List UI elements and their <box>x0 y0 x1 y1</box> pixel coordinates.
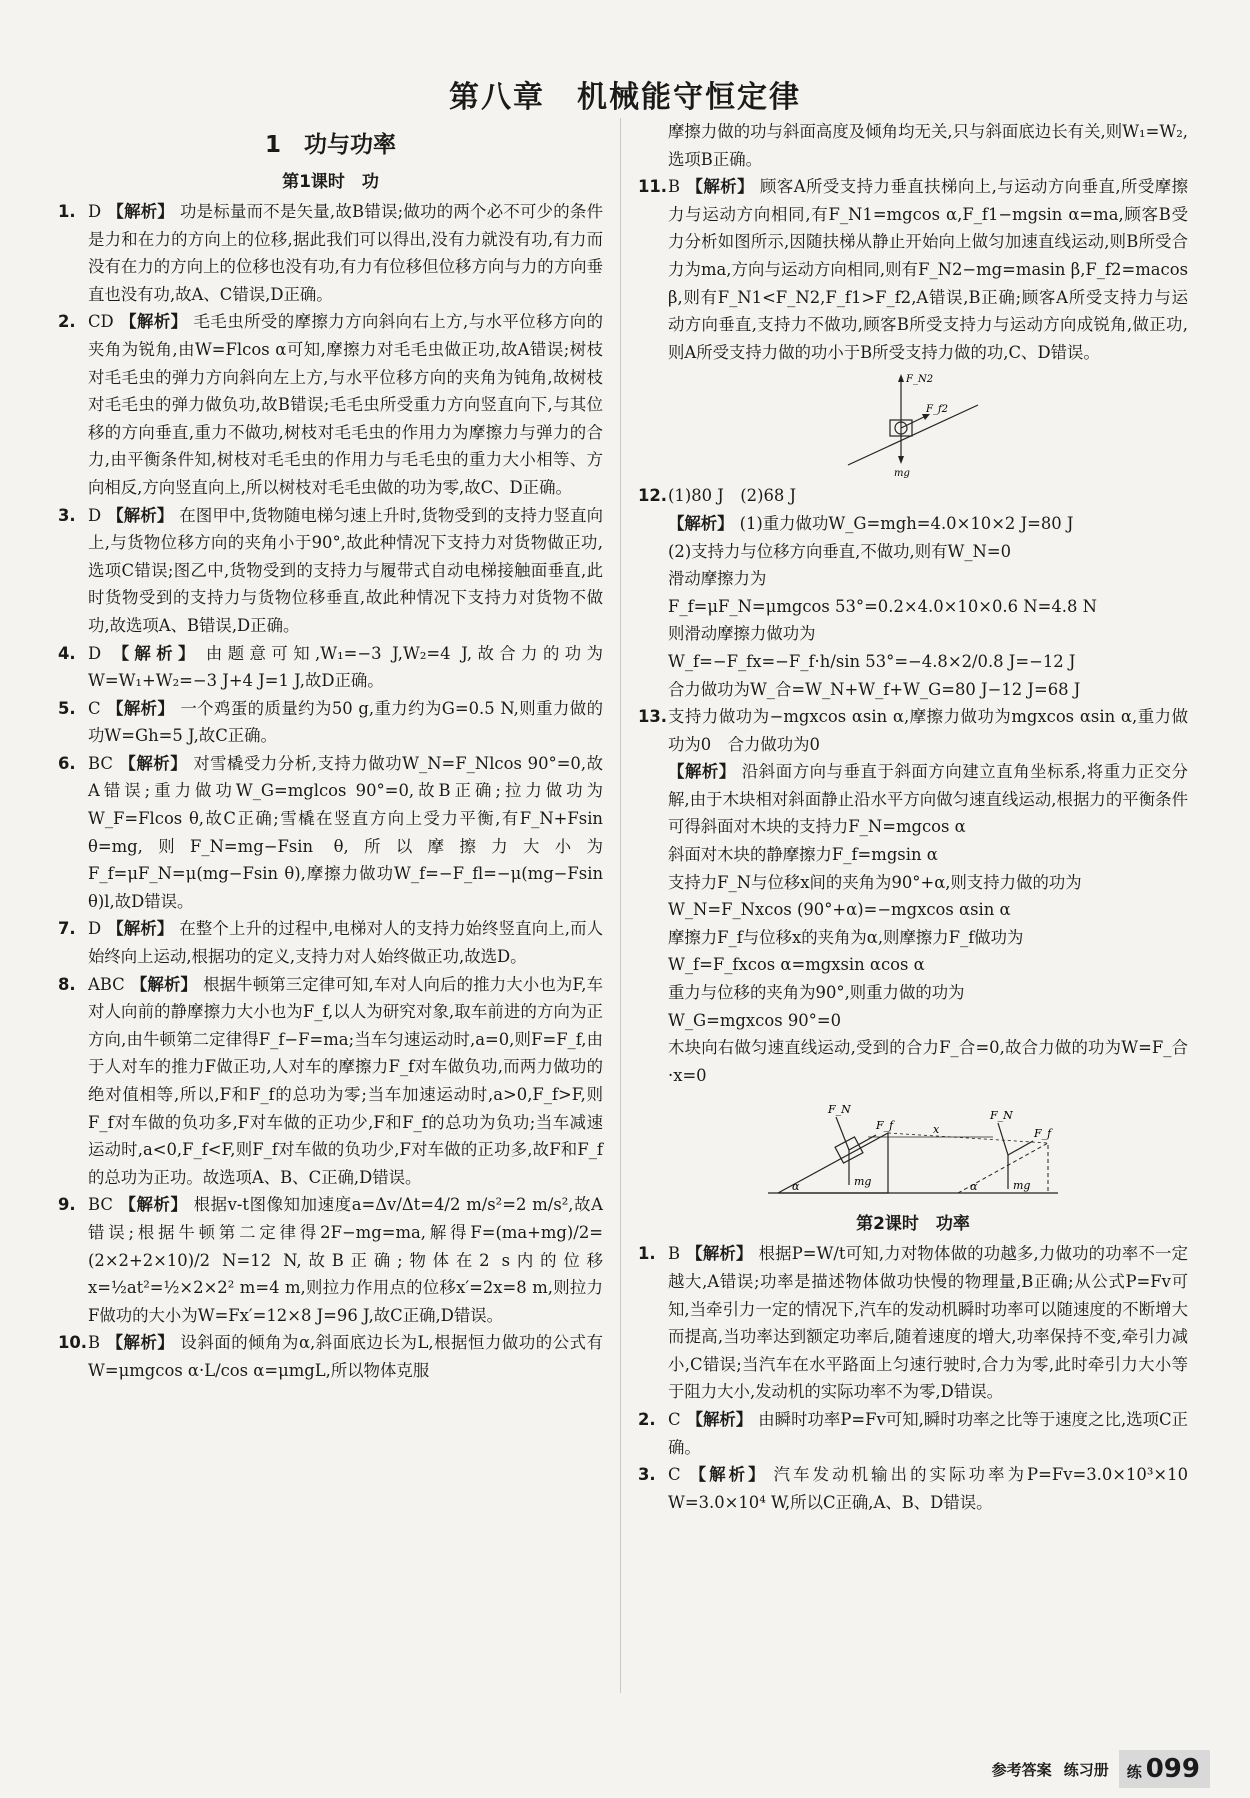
item-number: 2. <box>58 312 76 332</box>
analysis-tag: 【解析】 <box>686 1244 753 1264</box>
item-number: 11. <box>638 177 668 197</box>
item-number: 6. <box>58 753 76 773</box>
page-number-box <box>1119 1750 1210 1788</box>
item-answer: BC <box>88 753 113 773</box>
answer-item <box>638 1461 1188 1516</box>
item-answer: 支持力做功为−mgxcos αsin α,摩擦力做功为mgxcos αsin α,重力做功为0 合力做功为0 <box>668 707 1188 754</box>
analysis-line: W_f=−F_fx=−F_f·h/sin 53°=−4.8×2/0.8 J=−12 J <box>668 651 1076 671</box>
mg-label-right: mg <box>1013 1179 1031 1193</box>
section-title: 1 功与功率 <box>264 132 396 158</box>
item-answer: C <box>88 698 101 718</box>
analysis-tag: 【解析】 <box>130 974 198 994</box>
analysis-line: 合力做功为W_合=W_N+W_f+W_G=80 J−12 J=68 J <box>668 679 1081 699</box>
page-prefix: 练 <box>1126 1763 1142 1781</box>
item-answer: D <box>88 202 102 221</box>
analysis-line: W_G=mgxcos 90°=0 <box>668 1010 842 1030</box>
analysis-line: 支持力F_N与位移x间的夹角为90°+α,则支持力做的功为 <box>668 872 1082 892</box>
analysis-line: 木块向右做匀速直线运动,受到的合力F_合=0,故合力做的功为W=F_合·x=0 <box>668 1038 1188 1085</box>
item-answer: CD <box>88 312 114 332</box>
analysis-text: 根据牛顿第三定律可知,车对人向后的推力大小也为F,车对人向前的静摩擦力大小也为F_f,以人为研究对象,取车前进的方向为正方向,由牛顿第二定律得F_f−F=ma;当车匀速运动时,a=0,则F=F_f,由于人对车的推力F做正功,人对车的摩擦力F_f对车做负功,而两力做功的绝对值相等,所以,F和F_f的总功为零;当车加速运动时,a>0,F_f>F,则F_f对车做的负功多,F对车做的正功少,F和F_f的总功为负功;当车减速运动时,a<0,F_f<F,则F_f对车做的负功少,F对车做的正功多,故F和F_f的总功为正功。故选项A、B、C正确,D错误。 <box>88 974 603 1187</box>
chapter-title: 第八章 机械能守恒定律 <box>449 80 801 115</box>
left-column <box>58 120 603 1385</box>
item-number: 5. <box>58 698 76 718</box>
item-answer: B <box>88 1333 101 1353</box>
item-answer: ABC <box>88 974 125 994</box>
answer-item <box>58 750 603 916</box>
answer-item <box>58 971 603 1192</box>
item-answer: D <box>88 919 102 939</box>
analysis-tag: 【解析】 <box>107 505 174 525</box>
block-on-incline-diagram <box>758 1093 1068 1205</box>
analysis-tag: 【解析】 <box>686 1465 768 1485</box>
answer-13 <box>638 703 1188 1089</box>
item-answer: D <box>88 505 102 525</box>
ff-label-left: F_f <box>876 1119 894 1133</box>
answer-item <box>638 1406 1188 1461</box>
page-footer <box>992 1748 1210 1790</box>
continued-text: 摩擦力做的功与斜面高度及倾角均无关,只与斜面底边长有关,则W₁=W₂,选项B正确。 <box>668 122 1188 169</box>
mg-label-left: mg <box>854 1175 872 1189</box>
item-number: 1. <box>638 1244 656 1264</box>
analysis-line: 重力与位移的夹角为90°,则重力做的功为 <box>668 983 965 1003</box>
analysis-tag: 【解析】 <box>119 312 188 332</box>
answer-item <box>638 482 1188 703</box>
analysis-line: 沿斜面方向与垂直于斜面方向建立直角坐标系,将重力正交分解,由于木块相对斜面静止沿水平方向做匀速直线运动,根据力的平衡条件可得斜面对木块的支持力F_N=mgcos α <box>668 762 1188 837</box>
analysis-line: 则滑动摩擦力做功为 <box>668 624 816 644</box>
item-number: 3. <box>58 505 76 525</box>
right-column <box>638 118 1188 1516</box>
item-number: 7. <box>58 919 76 939</box>
page-number: 099 <box>1145 1754 1200 1784</box>
x-label: x <box>933 1123 940 1137</box>
item-number: 2. <box>638 1409 656 1429</box>
item-number: 1. <box>58 202 76 221</box>
alpha-label-left: α <box>792 1180 800 1194</box>
ff-arrow-right <box>1008 1141 1033 1155</box>
analysis-tag: 【解析】 <box>686 177 754 197</box>
item-number: 10. <box>58 1333 88 1353</box>
item-answer: B <box>668 177 681 197</box>
answer-item <box>58 1329 603 1384</box>
incline-line <box>848 405 978 465</box>
analysis-tag: 【解析】 <box>107 643 200 663</box>
answer-item <box>638 173 1188 366</box>
fn-label-right: F_N <box>990 1109 1013 1123</box>
mg-label: mg <box>894 468 910 479</box>
item-number: 8. <box>58 974 76 994</box>
analysis-text: 设斜面的倾角为α,斜面底边长为L,根据恒力做功的公式有W=μmgcos α·L/cos α=μmgL,所以物体克服 <box>88 1333 603 1380</box>
analysis-text: 对雪橇受力分析,支持力做功W_N=F_Nlcos 90°=0,故A错误;重力做功W_G=mglcos 90°=0,故B正确;拉力做功为W_F=Flcos θ,故C正确;雪橇在竖直方向上受力平衡,有F_N+Fsin θ=mg,则F_N=mg−Fsin θ,所以摩擦力大小为F_f=μF_N=μ(mg−Fsin θ),摩擦力做功W_f=−F_fl=−μ(mg−Fsin θ)l,故D错误。 <box>88 753 604 911</box>
analysis-text: 由瞬时功率P=Fv可知,瞬时功率之比等于速度之比,选项C正确。 <box>668 1409 1188 1457</box>
analysis-text: 根据P=W/t可知,力对物体做的功越多,力做功的功率不一定越大,A错误;功率是描述物体做功快慢的物理量,B正确;从公式P=Fv可知,当牵引力一定的情况下,汽车的发动机瞬时功率可以随速度的不断增大而提高,当功率达到额定功率后,随着速度的增大,功率保持不变,牵引力减小,C错误;当汽车在水平路面上匀速行驶时,合力为零,此时牵引力大小等于阻力大小,发动机的实际功率不为零,D错误。 <box>668 1244 1189 1402</box>
analysis-tag: 【解析】 <box>107 919 174 939</box>
item-number: 13. <box>638 707 668 727</box>
item-answer: BC <box>88 1195 113 1215</box>
analysis-text: 顾客A所受支持力垂直扶梯向上,与运动方向垂直,所受摩擦力与运动方向相同,有F_N1=mgcos α,F_f1−mgsin α=ma,顾客B受力分析如图所示,因随扶梯从静止开始向上做匀加速直线运动,则B所受合力为ma,方向与运动方向相同,则有F_N2−mg=masin β,F_f2=macos β,则有F_N1<F_N2,F_f1>F_f2,A错误,B正确;顾客A所受支持力与运动方向垂直,支持力不做功,顾客B所受支持力与运动方向成锐角,做正功,则A所受支持力做的功小于B所受支持力做的功,C、D错误。 <box>668 177 1189 362</box>
analysis-tag: 【解析】 <box>118 1195 188 1215</box>
answer-item <box>58 695 603 750</box>
item-number: 9. <box>58 1195 76 1215</box>
analysis-line: F_f=μF_N=μmgcos 53°=0.2×4.0×10×0.6 N=4.8 N <box>668 596 1097 616</box>
answer-item <box>58 640 603 695</box>
item-number: 12. <box>638 486 668 506</box>
answer-12 <box>638 482 1188 703</box>
analysis-tag: 【解析】 <box>106 1333 175 1353</box>
analysis-line: W_f=F_fxcos α=mgxsin αcos α <box>668 955 925 975</box>
analysis-text: 由题意可知,W₁=−3 J,W₂=4 J,故合力的功为W=W₁+W₂=−3 J+4 J=1 J,故D正确。 <box>88 643 603 691</box>
item-answer: C <box>668 1409 681 1429</box>
analysis-text: 根据v-t图像知加速度a=Δv/Δt=4/2 m/s²=2 m/s²,故A错误;根据牛顿第二定律得2F−mg=ma,解得F=(ma+mg)/2=(2×2+2×10)/2 N=12 N,故B正确;物体在2 s内的位移x=½at²=½×2×2² m=4 m,则拉力作用点的位移x′=2x=8 m,则拉力F做功的大小为W=Fx′=12×8 J=96 J,故C正确,D错误。 <box>88 1195 603 1325</box>
analysis-tag: 【解析】 <box>686 1409 753 1429</box>
analysis-line: (2)支持力与位移方向垂直,不做功,则有W_N=0 <box>668 541 1012 561</box>
escalator-force-diagram <box>838 370 988 478</box>
ff2-arrow <box>901 416 926 428</box>
lesson2-answers <box>638 1240 1188 1516</box>
answer-item <box>58 1191 603 1329</box>
item-answer: B <box>668 1244 681 1264</box>
analysis-tag: 【解析】 <box>668 513 734 533</box>
analysis-line: 滑动摩擦力为 <box>668 569 767 589</box>
answer-item <box>58 198 603 308</box>
analysis-line: W_N=F_Nxcos (90°+α)=−mgxcos αsin α <box>668 900 1011 920</box>
column-divider <box>620 118 621 1693</box>
analysis-text: 在整个上升的过程中,电梯对人的支持力始终竖直向上,而人始终向上运动,根据功的定义,支持力对人始终做正功,故选D。 <box>88 919 604 967</box>
analysis-text: 一个鸡蛋的质量约为50 g,重力约为G=0.5 N,则重力做的功W=Gh=5 J,故C正确。 <box>88 698 604 746</box>
analysis-text: 汽车发动机输出的实际功率为P=Fv=3.0×10³×10 W=3.0×10⁴ W,所以C正确,A、B、D错误。 <box>668 1465 1189 1512</box>
answer-item <box>58 308 603 501</box>
analysis-tag: 【解析】 <box>118 753 188 773</box>
item-answer: C <box>668 1465 681 1485</box>
fn-label-left: F_N <box>828 1103 851 1117</box>
lesson1-answers <box>58 198 603 1385</box>
footer-label-workbook: 练习册 <box>1063 1760 1109 1779</box>
lesson1-title: 第1课时 功 <box>282 172 379 192</box>
answer-item <box>58 502 603 640</box>
analysis-line: 斜面对木块的静摩擦力F_f=mgsin α <box>668 845 938 865</box>
answer-item <box>638 703 1188 1089</box>
item-answer: (1)80 J (2)68 J <box>668 486 797 506</box>
analysis-line: 摩擦力F_f与位移x的夹角为α,则摩擦力F_f做功为 <box>668 927 1024 947</box>
analysis-text: 功是标量而不是矢量,故B错误;做功的两个必不可少的条件是力和在力的方向上的位移,据此我们可以得出,没有力就没有功,有力而没有在力的方向上的位移也没有功,有力有位移但位移方向与力的方向垂直也没有功,故A、C错误,D正确。 <box>88 202 603 304</box>
answer-item <box>638 1240 1188 1406</box>
analysis-tag: 【解析】 <box>668 762 736 782</box>
answer-item <box>58 915 603 970</box>
item-number: 4. <box>58 643 76 663</box>
fn2-label: F_N2 <box>906 374 934 386</box>
fn-arrow-right <box>998 1123 1008 1155</box>
item-number: 3. <box>638 1465 656 1485</box>
item-answer: D <box>88 643 102 663</box>
ff2-label: F_f2 <box>926 404 949 416</box>
analysis-text: 在图甲中,货物随电梯匀速上升时,货物受到的支持力竖直向上,与货物位移方向的夹角小于90°,故此种情况下支持力对货物做正功,选项C错误;图乙中,货物受到的支持力与履带式自动电梯接触面垂直,此时货物受到的支持力与货物位移垂直,故此种情况下支持力对货物不做功,故选项A、B错误,D正确。 <box>88 505 604 635</box>
analysis-tag: 【解析】 <box>107 202 175 221</box>
lesson2-title: 第2课时 功率 <box>856 1214 970 1235</box>
footer-label-answers: 参考答案 <box>991 1760 1052 1779</box>
analysis-tag: 【解析】 <box>106 698 175 718</box>
ff-label-right: F_f <box>1034 1127 1052 1141</box>
analysis-text: 毛毛虫所受的摩擦力方向斜向右上方,与水平位移方向的夹角为锐角,由W=Flcos α可知,摩擦力对毛毛虫做正功,故A错误;树枝对毛毛虫的弹力方向斜向左上方,与水平位移方向的夹角为钝角,故树枝对毛毛虫的弹力做负功,故B错误;毛毛虫所受重力方向竖直向下,与其位移的方向垂直,重力不做功,树枝对毛毛虫的作用力为摩擦力与弹力的合力,由平衡条件知,树枝对毛毛虫的作用力与毛毛虫的重力大小相等、方向相反,方向竖直向上,所以树枝对毛毛虫做的功为零,故C、D正确。 <box>88 312 604 497</box>
analysis-line: (1)重力做功W_G=mgh=4.0×10×2 J=80 J <box>739 513 1074 533</box>
answer-11 <box>638 173 1188 366</box>
alpha-label-right: α <box>970 1180 978 1194</box>
